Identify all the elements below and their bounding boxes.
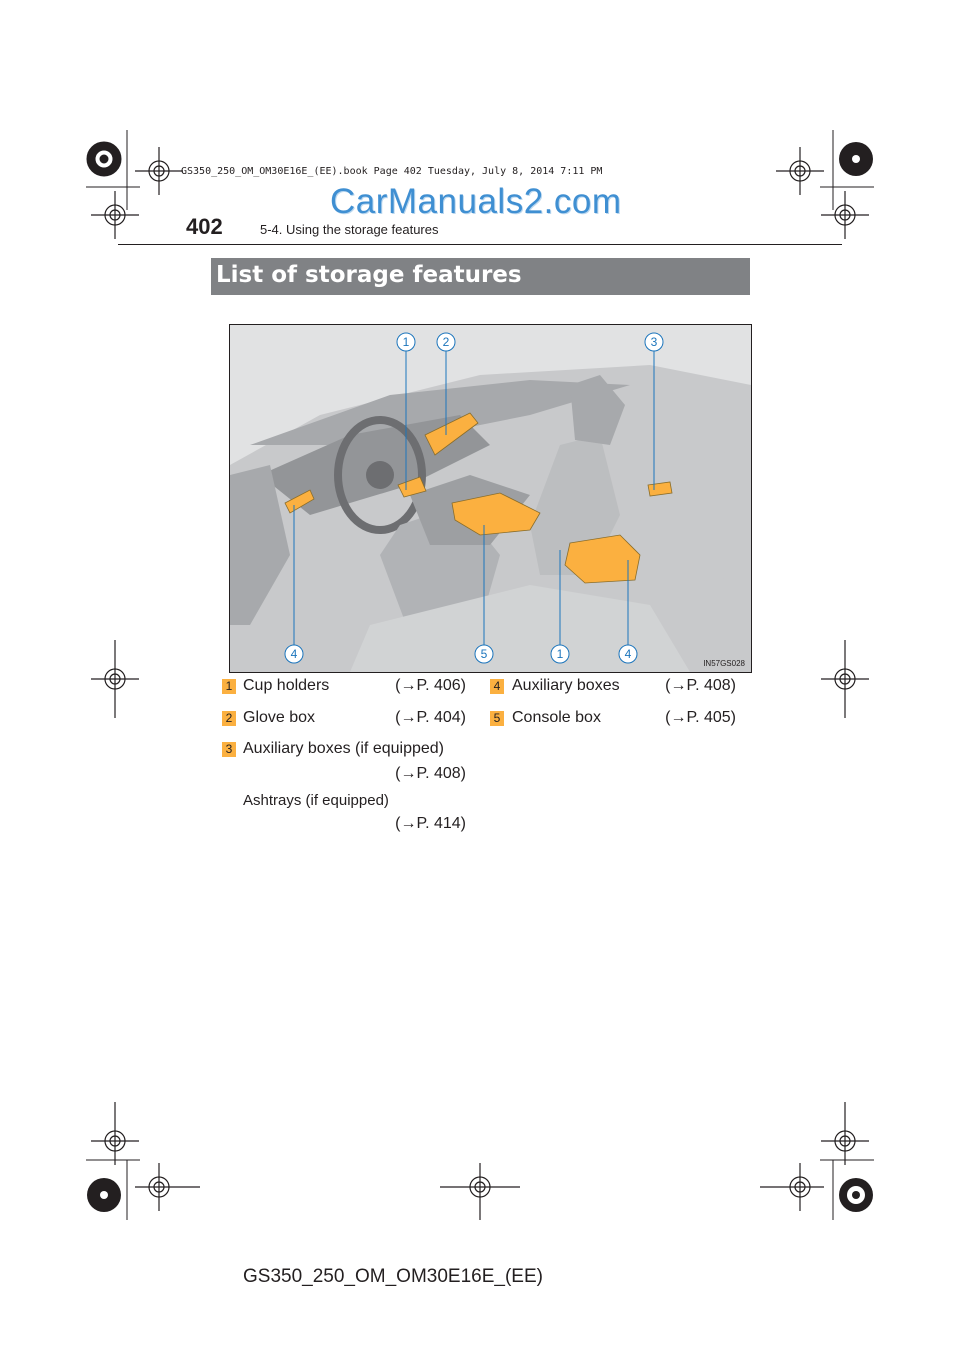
crosshair-target-icon: [821, 191, 869, 239]
legend-item-label: Ashtrays (if equipped): [243, 792, 389, 809]
legend-number-badge: 5: [490, 711, 504, 726]
registration-sunburst-icon: [839, 1178, 873, 1212]
callout-label: 4: [290, 647, 298, 661]
legend-item-ref: (→P. 404): [395, 709, 466, 726]
legend-item-ref: (→P. 414): [395, 815, 466, 832]
legend-number-badge: 2: [222, 711, 236, 726]
crosshair-target-icon: [821, 1102, 869, 1165]
legend-item-ref: (→P. 406): [395, 677, 466, 694]
legend-item-ref: (→P. 408): [665, 677, 736, 694]
legend-number-badge: 4: [490, 679, 504, 694]
crosshair-target-icon: [91, 1102, 139, 1165]
header-rule: [118, 244, 842, 245]
legend-item-ref: (→P. 408): [395, 765, 466, 782]
page-number: 402: [186, 214, 223, 239]
crosshair-target-icon: [821, 640, 869, 718]
legend-item-label: Glove box: [243, 709, 316, 726]
legend-item-label: Auxiliary boxes (if equipped): [243, 740, 444, 757]
registration-sunburst-icon: [87, 1178, 121, 1212]
crosshair-target-icon: [91, 191, 139, 239]
crosshair-target-icon: [135, 1163, 200, 1211]
callout-label: 4: [624, 647, 632, 661]
legend-item-label: Console box: [512, 709, 601, 726]
book-meta: GS350_250_OM_OM30E16E_(EE).book Page 402 Tuesday, July 8, 2014 7:11 PM: [181, 166, 603, 177]
legend-number-badge: 1: [222, 679, 236, 694]
crosshair-target-icon: [135, 147, 183, 195]
car-interior-illustration: [230, 325, 751, 672]
callout-label: 2: [442, 335, 450, 349]
callout-label: 3: [650, 335, 658, 349]
callout-label: 1: [402, 335, 410, 349]
section-breadcrumb: 5-4. Using the storage features: [260, 222, 439, 237]
crosshair-target-icon: [760, 1163, 824, 1211]
page-title: List of storage features: [216, 262, 522, 288]
crosshair-target-icon: [440, 1163, 520, 1220]
registration-sunburst-icon: [839, 142, 873, 176]
figure-code: IN57GS028: [703, 659, 745, 668]
title-bar: [211, 258, 750, 295]
registration-sunburst-icon: [87, 142, 121, 176]
car-interior-figure: [229, 324, 752, 673]
legend-number-badge: 3: [222, 742, 236, 757]
crosshair-target-icon: [91, 640, 139, 718]
footer-doc-code: GS350_250_OM_OM30E16E_(EE): [243, 1266, 543, 1287]
callout-label: 1: [556, 647, 564, 661]
callout-label: 5: [480, 647, 488, 661]
legend-item-label: Auxiliary boxes: [512, 677, 620, 694]
legend-item-ref: (→P. 405): [665, 709, 736, 726]
watermark-logo: CarManuals2.com: [330, 182, 622, 221]
legend-item-label: Cup holders: [243, 677, 330, 694]
crosshair-target-icon: [776, 147, 824, 195]
